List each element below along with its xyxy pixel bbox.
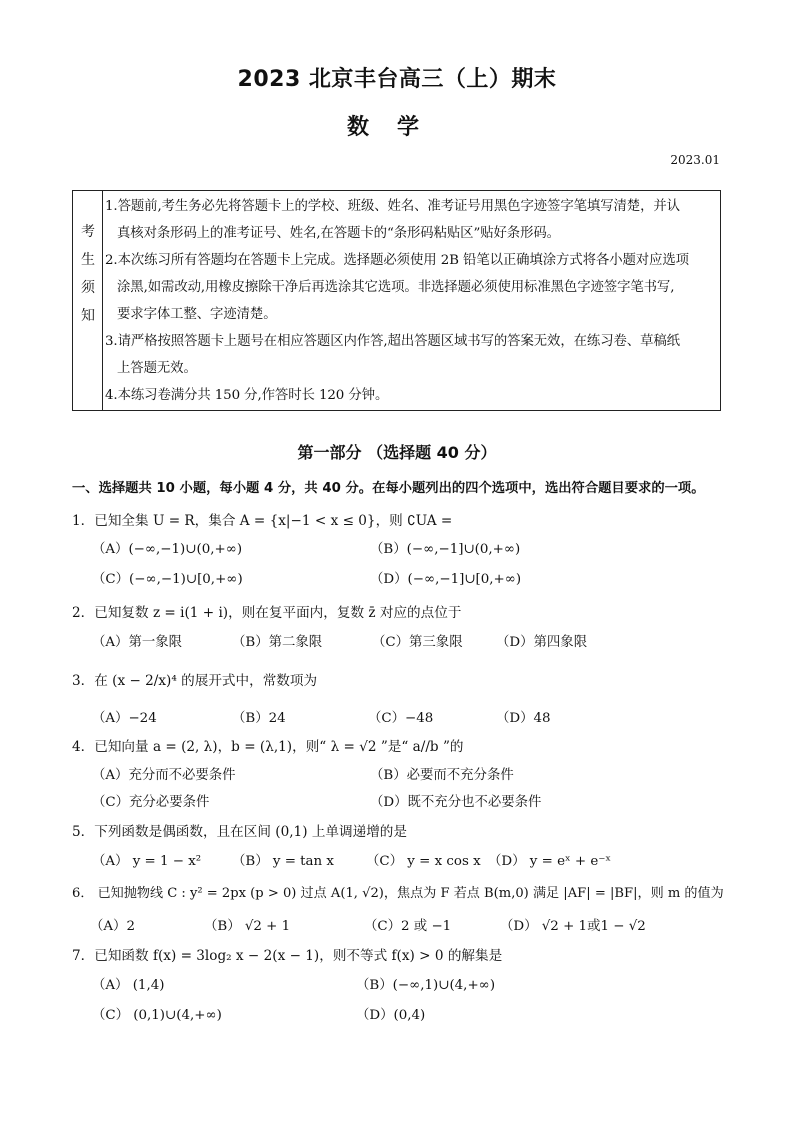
exam-date: 2023.01 xyxy=(670,153,720,167)
option: （D）第四象限 xyxy=(496,635,588,650)
option: （B）24 xyxy=(232,711,286,726)
option: （A）−24 xyxy=(92,711,157,726)
option: （B） y = tan x xyxy=(232,854,334,869)
question-stem: 7．已知函数 f(x) = 3log₂ x − 2(x − 1)，则不等式 f(x) > 0 的解集是 xyxy=(72,948,503,964)
section-title: 第一部分 （选择题 40 分） xyxy=(297,443,497,462)
subject-title: 数学 xyxy=(346,115,447,140)
option: （C）(−∞,−1)∪[0,+∞) xyxy=(92,572,243,587)
section-intro: 一、选择题共 10 小题，每小题 4 分，共 40 分。在每小题列出的四个选项中，选出符合题目要求的一项。 xyxy=(72,481,705,496)
notice-line: 3.请严格按照答题卡上题号在相应答题区内作答,超出答题区域书写的答案无效，在练习卷、草稿纸 xyxy=(105,334,680,349)
notice-line: 涂黑,如需改动,用橡皮擦除干净后再选涂其它选项。非选择题必须使用标准黑色字迹签字笔书写, xyxy=(117,280,675,295)
notice-line: 上答题无效。 xyxy=(117,361,197,376)
option: （C） (0,1)∪(4,+∞) xyxy=(92,1008,222,1023)
option: （D） √2 + 1或1 − √2 xyxy=(500,919,646,934)
option: （B）(−∞,−1]∪(0,+∞) xyxy=(370,542,521,557)
option: （B）第二象限 xyxy=(232,635,323,650)
question-stem: 4．已知向量 a = (2, λ)，b = (λ,1)，则“ λ = √2 ”是“ a//b ”的 xyxy=(72,739,464,755)
exam-notice-box xyxy=(72,190,721,411)
notice-line: 2.本次练习所有答题均在答题卡上完成。选择题必须使用 2B 铅笔以正确填涂方式将各小题对应选项 xyxy=(105,253,689,268)
question-stem: 3．在 (x − 2/x)⁴ 的展开式中，常数项为 xyxy=(72,673,318,689)
option: （B）必要而不充分条件 xyxy=(370,768,514,783)
option: （D）(0,4) xyxy=(356,1008,426,1023)
question-stem: 6． 已知抛物线 C : y² = 2px (p > 0) 过点 A(1, √2)，焦点为 F 若点 B(m,0) 满足 |AF| = |BF|，则 m 的值为 xyxy=(72,886,724,901)
notice-side-label xyxy=(73,191,103,410)
option: （C）充分必要条件 xyxy=(92,795,210,810)
question-stem: 1．已知全集 U = R，集合 A = {x|−1 < x ≤ 0}，则 ∁UA = xyxy=(72,513,453,529)
option: （C）−48 xyxy=(368,711,434,726)
option: （A）第一象限 xyxy=(92,635,183,650)
option: （D）48 xyxy=(496,711,551,726)
notice-line: 真核对条形码上的准考证号、姓名,在答题卡的“条形码粘贴区”贴好条形码。 xyxy=(117,226,560,241)
notice-side-char: 须 xyxy=(81,280,95,296)
notice-side-char: 知 xyxy=(81,308,95,324)
notice-line: 要求字体工整、字迹清楚。 xyxy=(117,307,277,322)
option: （C） y = x cos x xyxy=(366,854,481,869)
option: （B） √2 + 1 xyxy=(204,919,291,934)
question-stem: 5．下列函数是偶函数，且在区间 (0,1) 上单调递增的是 xyxy=(72,824,407,840)
option: （A）2 xyxy=(90,919,135,934)
option: （C）2 或 −1 xyxy=(364,919,452,934)
notice-line: 1.答题前,考生务必先将答题卡上的学校、班级、姓名、准考证号用黑色字迹签字笔填写清楚，并认 xyxy=(105,199,680,214)
notice-side-char: 生 xyxy=(81,252,95,268)
option: （A） y = 1 − x² xyxy=(92,854,202,869)
option: （B）(−∞,1)∪(4,+∞) xyxy=(356,978,496,993)
page-title: 2023 北京丰台高三（上）期末 xyxy=(237,67,557,92)
option: （D）(−∞,−1]∪[0,+∞) xyxy=(370,572,522,587)
option: （A） (1,4) xyxy=(92,978,165,993)
question-stem: 2．已知复数 z = i(1 + i)，则在复平面内，复数 z̄ 对应的点位于 xyxy=(72,605,462,621)
notice-line: 4.本练习卷满分共 150 分,作答时长 120 分钟。 xyxy=(105,388,389,403)
option: （D）既不充分也不必要条件 xyxy=(370,795,542,810)
option: （C）第三象限 xyxy=(372,635,463,650)
notice-side-char: 考 xyxy=(81,224,95,240)
option: （A）充分而不必要条件 xyxy=(92,768,236,783)
option: （A）(−∞,−1)∪(0,+∞) xyxy=(92,542,243,557)
option: （D） y = eˣ + e⁻ˣ xyxy=(488,854,612,869)
